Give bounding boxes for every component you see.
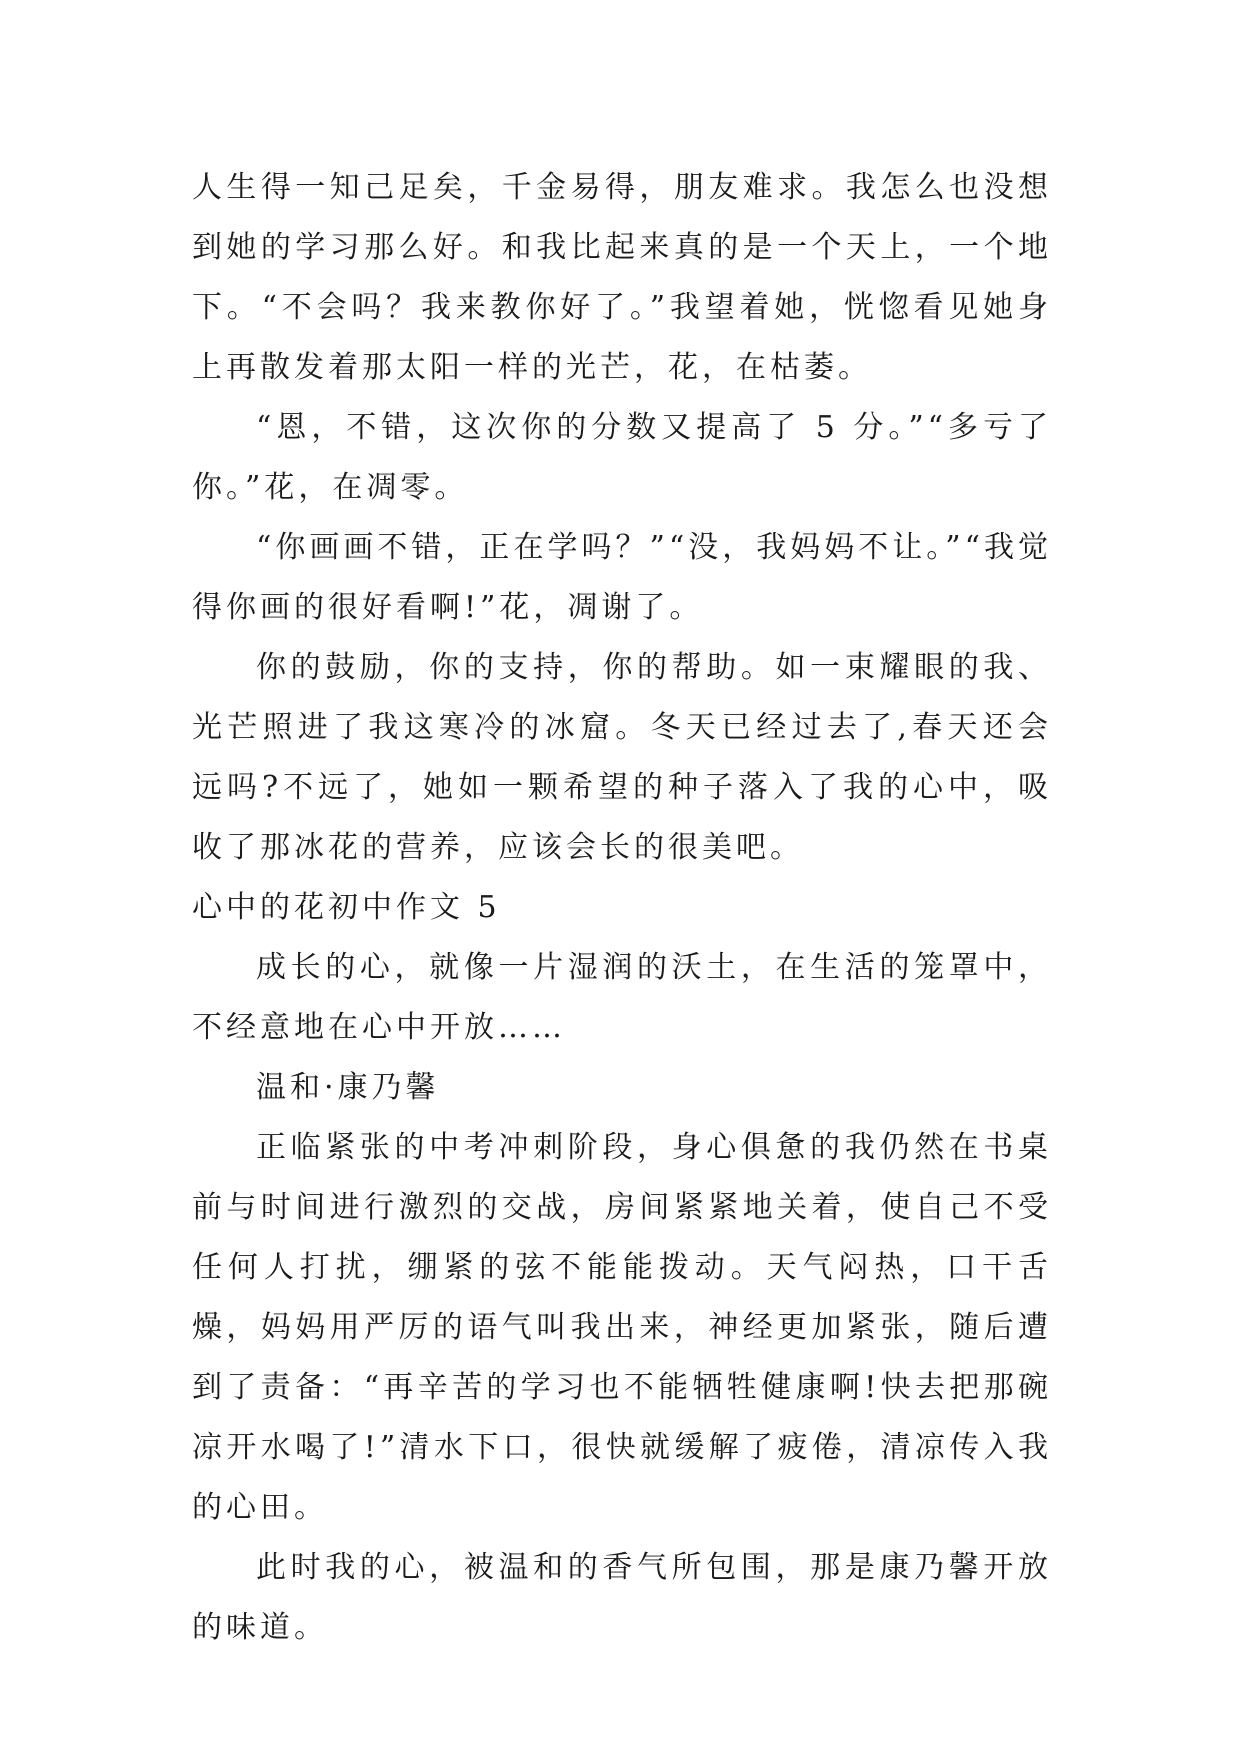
section-heading: 心中的花初中作文 5 bbox=[192, 890, 501, 925]
paragraph: 成长的心，就像一片湿润的沃土，在生活的笼罩中，不经意地在心中开放…… bbox=[192, 950, 1052, 1045]
paragraph-continuation: 人生得一知己足矣，千金易得，朋友难求。我怎么也没想到她的学习那么好。和我比起来真的是一个天上，一个地下。“不会吗？我来教你好了。”我望着她，恍惚看见她身上再散发着那太阳一样的光芒，花，在枯萎。 bbox=[192, 170, 1052, 385]
subheading: 温和·康乃馨 bbox=[256, 1070, 440, 1105]
paragraph: “恩，不错，这次你的分数又提高了 5 分。”“多亏了你。”花，在凋零。 bbox=[192, 410, 1052, 505]
document-body bbox=[192, 158, 1052, 1658]
paragraph: 正临紧张的中考冲刺阶段，身心俱惫的我仍然在书桌前与时间进行激烈的交战，房间紧紧地关着，使自己不受任何人打扰，绷紧的弦不能能拨动。天气闷热，口干舌燥，妈妈用严厉的语气叫我出来，神经更加紧张，随后遭到了责备：“再辛苦的学习也不能牺牲健康啊!快去把那碗凉开水喝了!”清水下口，很快就缓解了疲倦，清凉传入我的心田。 bbox=[192, 1130, 1052, 1525]
paragraph: “你画画不错，正在学吗？”“没，我妈妈不让。”“我觉得你画的很好看啊!”花，凋谢了。 bbox=[192, 530, 1052, 625]
paragraph: 你的鼓励，你的支持，你的帮助。如一束耀眼的我、光芒照进了我这寒冷的冰窟。冬天已经过去了,春天还会远吗?不远了，她如一颗希望的种子落入了我的心中，吸收了那冰花的营养，应该会长的很美吧。 bbox=[192, 650, 1052, 865]
paragraph: 此时我的心，被温和的香气所包围，那是康乃馨开放的味道。 bbox=[192, 1550, 1052, 1645]
